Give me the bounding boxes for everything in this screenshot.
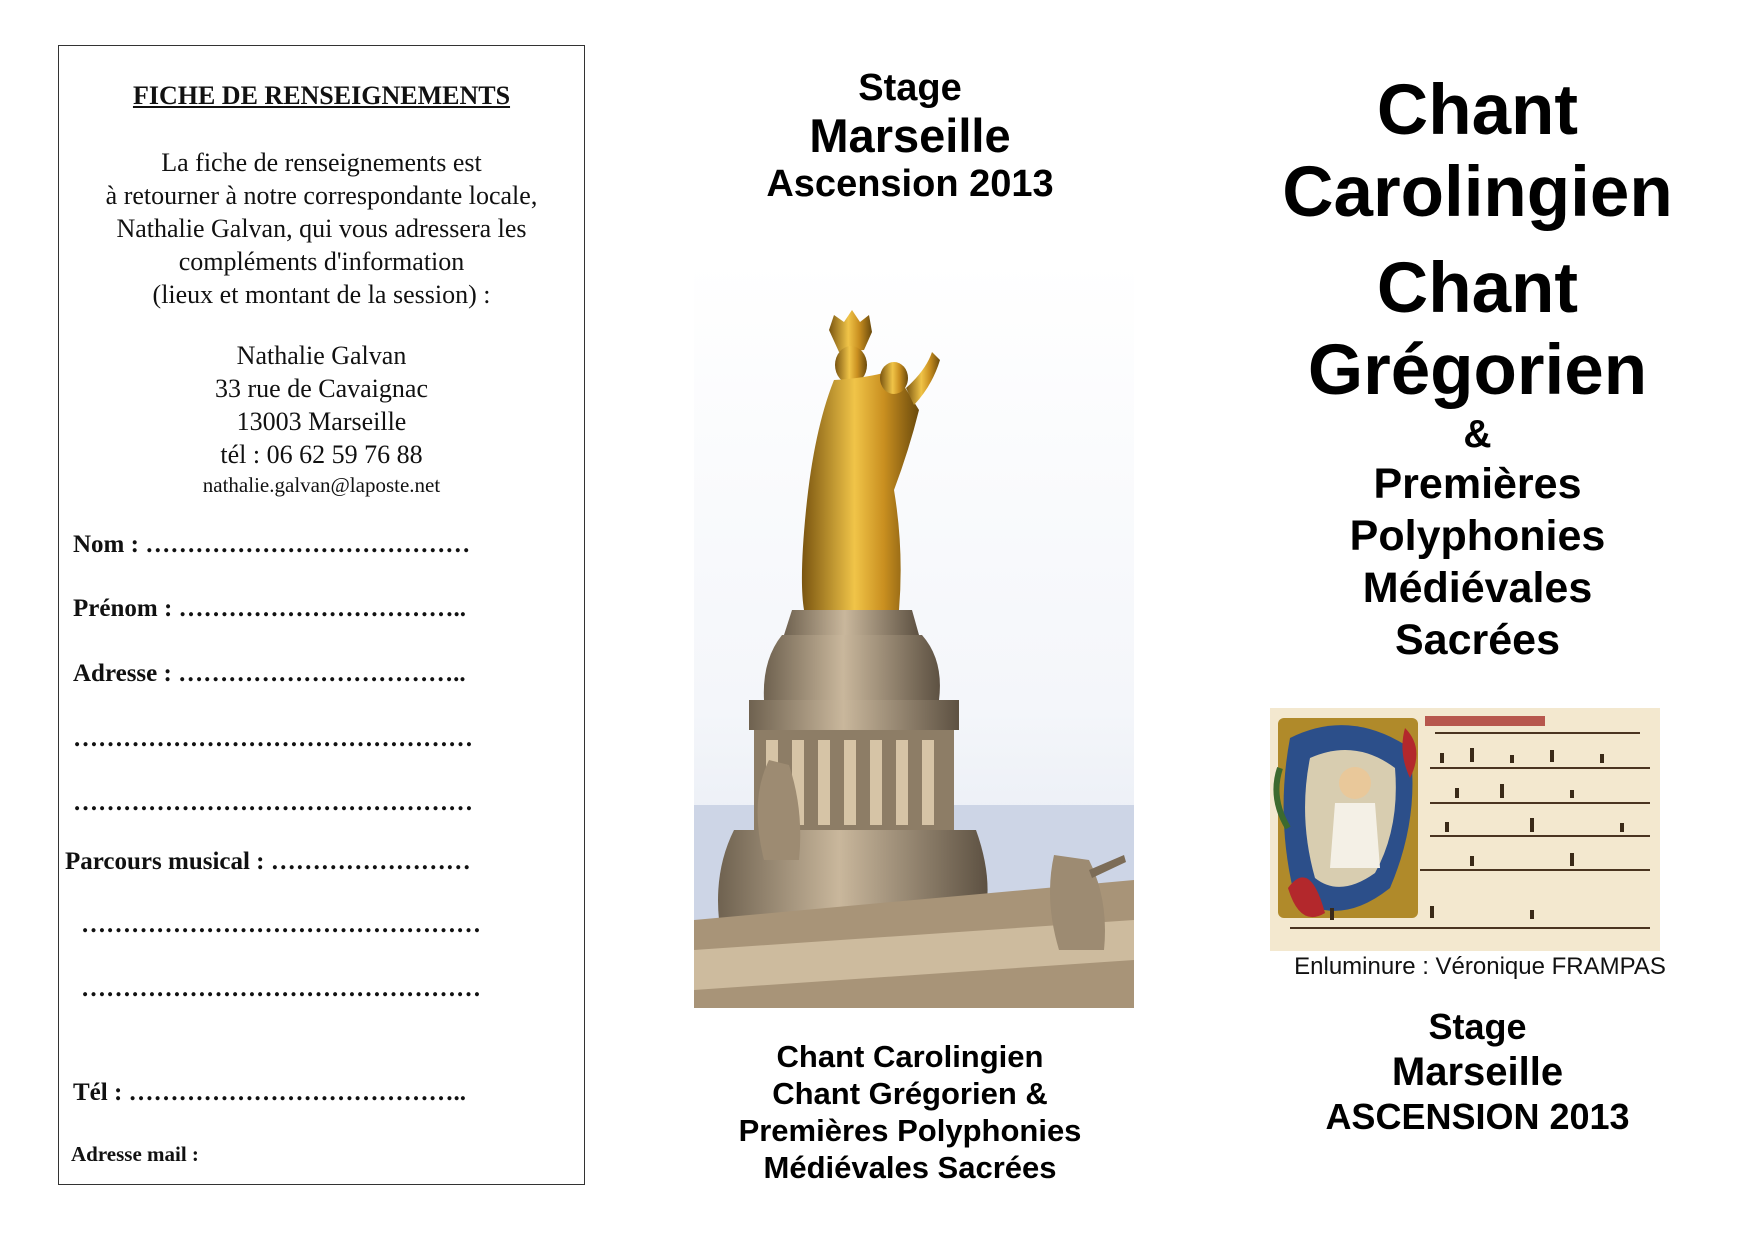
illumination-caption: Enluminure : Véronique FRAMPAS bbox=[1294, 953, 1666, 980]
footer-line: Médiévales Sacrées bbox=[763, 1150, 1057, 1185]
statue-photo bbox=[694, 260, 1134, 1008]
intro-line: à retourner à notre correspondante locale, bbox=[105, 181, 538, 210]
form-title: FICHE DE RENSEIGNEMENTS bbox=[132, 81, 511, 110]
contact-street: 33 rue de Cavaignac bbox=[215, 374, 428, 403]
field-tel[interactable]: Tél : ………………………………….. bbox=[73, 1079, 467, 1106]
intro-line: (lieux et montant de la session) : bbox=[152, 280, 491, 309]
contact-name: Nathalie Galvan bbox=[236, 341, 407, 370]
field-parcours-line[interactable]: ………………………………………… bbox=[81, 975, 481, 1002]
field-adresse[interactable]: Adresse : …………………………….. bbox=[73, 660, 466, 687]
title-line: Carolingien bbox=[1282, 153, 1673, 232]
subtitle-line: Sacrées bbox=[1395, 616, 1560, 664]
field-mail[interactable]: Adresse mail : bbox=[71, 1142, 199, 1166]
contact-city: 13003 Marseille bbox=[236, 407, 407, 436]
title-line: Chant bbox=[1376, 71, 1579, 150]
field-adresse-line[interactable]: ………………………………………… bbox=[73, 725, 473, 752]
date-label: ASCENSION 2013 bbox=[1325, 1096, 1630, 1137]
footer-line: Chant Carolingien bbox=[776, 1039, 1044, 1074]
subtitle-line: Médiévales bbox=[1362, 564, 1593, 612]
ampersand: & bbox=[1463, 413, 1492, 456]
title-line: Grégorien bbox=[1307, 331, 1648, 410]
title-line: Chant bbox=[1376, 249, 1579, 328]
city-label: Marseille bbox=[809, 109, 1011, 162]
intro-line: La fiche de renseignements est bbox=[161, 148, 482, 177]
field-parcours[interactable]: Parcours musical : …………………… bbox=[65, 848, 471, 875]
subtitle-line: Polyphonies bbox=[1349, 512, 1606, 560]
stage-label: Stage bbox=[1428, 1006, 1527, 1047]
field-parcours-line[interactable]: ………………………………………… bbox=[81, 911, 481, 938]
field-nom[interactable]: Nom : ………………………………… bbox=[73, 531, 471, 558]
contact-email: nathalie.galvan@laposte.net bbox=[202, 473, 441, 497]
field-prenom[interactable]: Prénom : …………………………….. bbox=[73, 595, 467, 622]
subtitle-line: Premières bbox=[1373, 460, 1582, 508]
contact-phone: tél : 06 62 59 76 88 bbox=[220, 440, 423, 469]
city-label: Marseille bbox=[1391, 1050, 1564, 1094]
intro-line: Nathalie Galvan, qui vous adressera les bbox=[116, 214, 527, 243]
footer-line: Premières Polyphonies bbox=[738, 1113, 1082, 1148]
field-adresse-line[interactable]: ………………………………………… bbox=[73, 789, 473, 816]
date-label: Ascension 2013 bbox=[766, 163, 1054, 205]
illuminated-manuscript-image bbox=[1270, 708, 1660, 951]
middle-header bbox=[640, 66, 1180, 206]
middle-footer bbox=[640, 1038, 1180, 1186]
form-intro bbox=[59, 146, 584, 311]
cover-footer bbox=[1235, 1005, 1720, 1139]
cover-title bbox=[1235, 70, 1720, 666]
intro-line: compléments d'information bbox=[178, 247, 465, 276]
stage-label: Stage bbox=[858, 67, 962, 109]
registration-form bbox=[58, 45, 585, 1185]
contact-block bbox=[59, 339, 584, 499]
footer-line: Chant Grégorien & bbox=[772, 1076, 1048, 1111]
